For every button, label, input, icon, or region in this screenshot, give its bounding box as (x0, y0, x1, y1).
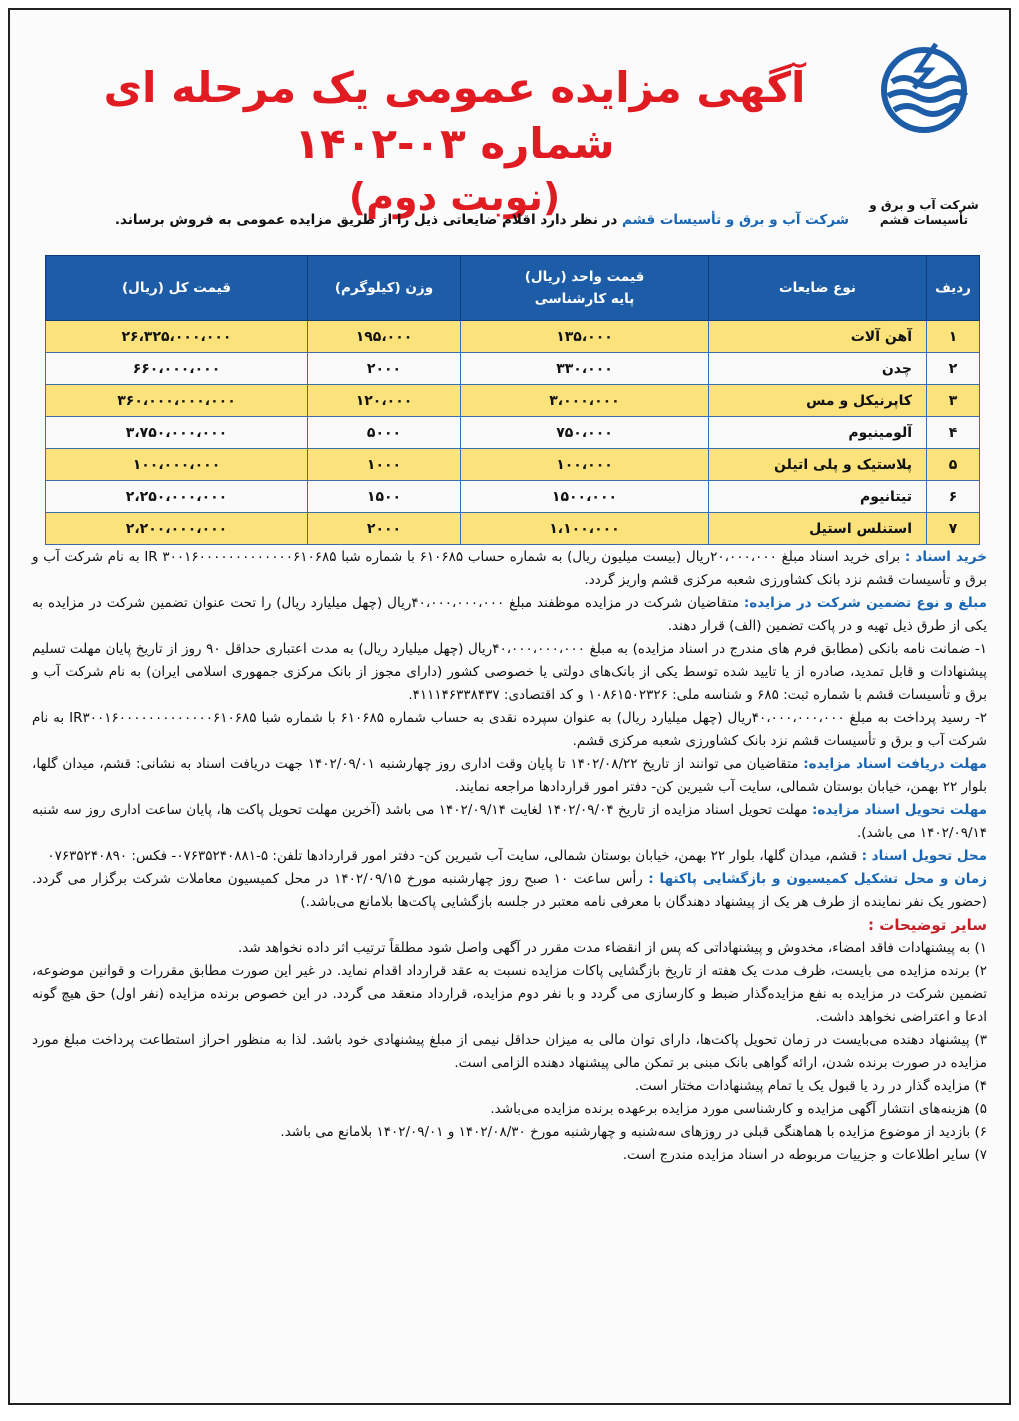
row-weight: ۲۰۰۰ (308, 353, 461, 385)
notes-title: سایر توضیحات : (868, 916, 987, 934)
table-row (46, 481, 980, 513)
purchase-text: برای خرید اسناد مبلغ ۲۰،۰۰۰،۰۰۰ریال (بیست میلیون ریال) به شماره حساب ۶۱۰۶۸۵ با شماره شبا IR ۳۰۰۱۶۰۰۰۰۰۰۰۰۰۰۰۰۰۶۱۰۶۸۵ به نام شرکت آب و برق و تأسیسات قشم نزد بانک کشاورزی شعبه مرکزی قشم واریز گردد. (32, 549, 987, 588)
note-item: ۶) بازدید از موضوع مزایده با هماهنگی قبلی در روزهای سه‌شنبه و چهارشنبه مورخ ۱۴۰۲/۰۸/۳۰ و ۱۴۰۲/۰۹/۰۱ بلامانع می باشد. (280, 1124, 987, 1140)
row-total: ۶۶۰،۰۰۰،۰۰۰ (46, 353, 308, 385)
row-weight: ۱۲۰،۰۰۰ (308, 385, 461, 417)
note-item: ۳) پیشنهاد دهنده می‌بایست در زمان تحویل پاکت‌ها، دارای توان مالی به میزان حداقل نیمی از مبلغ پیشنهادی خود باشد. لذا به منظور احراز استطاعت پرداخت مبلغ مورد مزایده در صورت برنده شدن، ارائه گواهی بانک مبنی بر تمکن مالی پیشنهاد دهنده الزامی است. (32, 1032, 987, 1071)
row-weight: ۱۰۰۰ (308, 449, 461, 481)
row-unit-price: ۷۵۰،۰۰۰ (461, 417, 709, 449)
intro-company: شرکت آب و برق و تأسیسات قشم (622, 212, 849, 228)
items-table (45, 255, 980, 545)
row-total: ۳۶۰،۰۰۰،۰۰۰،۰۰۰ (46, 385, 308, 417)
row-total: ۲۶،۳۲۵،۰۰۰،۰۰۰ (46, 321, 308, 353)
row-total: ۲،۲۵۰،۰۰۰،۰۰۰ (46, 481, 308, 513)
table-row (46, 449, 980, 481)
place-label: محل تحویل اسناد : (861, 848, 987, 864)
row-number: ۶ (927, 481, 980, 513)
receive-label: مهلت دریافت اسناد مزایده: (803, 756, 988, 772)
guarantee-text: متقاضیان شرکت در مزایده موظفند مبلغ ۴۰،۰۰۰،۰۰۰،۰۰۰ریال (چهل میلیارد ریال) را تحت عنوان تضمین شرکت در مزایده به یکی از طرق ذیل تهیه و در پاکت تضمین (الف) قرار دهند. (32, 595, 987, 634)
notice-body (32, 546, 987, 1167)
receive-text: متقاضیان می توانند از تاریخ ۱۴۰۲/۰۸/۲۲ تا پایان وقت اداری روز چهارشنبه ۱۴۰۲/۰۹/۰۱ جهت دریافت اسناد به نشانی: قشم، میدان گلها، بلوار ۲۲ بهمن، خیابان بوستان شمالی، سایت آب شیرین کن- دفتر امور قراردادها مراجعه نمایند. (32, 756, 987, 795)
title-line2: (نوبت دوم) (348, 175, 561, 219)
logo-text-line2: تأسیسات قشم (879, 213, 969, 227)
row-number: ۱ (927, 321, 980, 353)
table-header-row (46, 256, 980, 321)
commission-section (32, 868, 987, 914)
header-type: نوع ضایعات (709, 256, 927, 321)
row-type: تیتانیوم (709, 481, 927, 513)
header-total: قیمت کل (ریال) (46, 256, 308, 321)
guarantee-label: مبلغ و نوع تضمین شرکت در مزایده: (743, 595, 987, 611)
place-text: قشم، میدان گلها، بلوار ۲۲ بهمن، خیابان بوستان شمالی، سایت آب شیرین کن- دفتر امور قراردادها تلفن: ۵-۰۷۶۳۵۲۴۰۸۸۱- فکس: ۰۷۶۳۵۲۴۰۸۹۰ (47, 848, 862, 864)
deliver-text: مهلت تحویل اسناد مزایده از تاریخ ۱۴۰۲/۰۹/۰۴ لغایت ۱۴۰۲/۰۹/۱۴ می باشد (آخرین مهلت تحویل پاکت ها، پایان ساعت اداری روز سه شنبه ۱۴۰۲/۰۹/۱۴ می باشد). (32, 802, 987, 841)
row-weight: ۱۹۵،۰۰۰ (308, 321, 461, 353)
row-type: کاپرنیکل و مس (709, 385, 927, 417)
intro-text (30, 210, 849, 230)
table-row (46, 385, 980, 417)
row-number: ۵ (927, 449, 980, 481)
receive-section (32, 753, 987, 799)
row-total: ۳،۷۵۰،۰۰۰،۰۰۰ (46, 417, 308, 449)
commission-text: رأس ساعت ۱۰ صبح روز چهارشنبه مورخ ۱۴۰۲/۰۹/۱۵ در محل کمیسیون معاملات شرکت برگزار می گردد. (حضور یک نفر نماینده از طرف هر یک از پیشنهاد دهندگان با معرفی نامه معتبر در جلسه بازگشایی پاکت‌ها بلامانع می‌باشد.) (32, 871, 987, 910)
note-item: ۷) سایر اطلاعات و جزییات مربوطه در اسناد مزایده مندرج است. (622, 1147, 987, 1163)
company-logo (869, 40, 979, 228)
row-number: ۳ (927, 385, 980, 417)
row-number: ۲ (927, 353, 980, 385)
row-type: پلاستیک و پلی اتیلن (709, 449, 927, 481)
row-weight: ۲۰۰۰ (308, 513, 461, 545)
guarantee-option-2: ۲- رسید پرداخت به مبلغ ۴۰،۰۰۰،۰۰۰،۰۰۰ریال (چهل میلیارد ریال) به عنوان سپرده نقدی به حساب شماره ۶۱۰۶۸۵ با شماره شبا IR۳۰۰۱۶۰۰۰۰۰۰۰۰۰۰۰۰۰۶۱۰۶۸۵ به نام شرکت آب و برق و تأسیسات قشم نزد بانک کشاورزی شعبه مرکزی قشم. (32, 710, 988, 749)
row-number: ۴ (927, 417, 980, 449)
note-item: ۱) به پیشنهادات فاقد امضاء، مخدوش و پیشنهاداتی که پس از انقضاء مدت مقرر در آگهی واصل شود مطلقاً ترتیب اثر داده نخواهد شد. (237, 940, 987, 956)
row-unit-price: ۱۳۵،۰۰۰ (461, 321, 709, 353)
row-weight: ۱۵۰۰ (308, 481, 461, 513)
row-unit-price: ۱،۱۰۰،۰۰۰ (461, 513, 709, 545)
water-wave-icon (874, 40, 974, 140)
intro-rest: در نظر دارد اقلام ضایعاتی ذیل را از طریق مزایده عمومی به فروش برساند. (114, 212, 622, 228)
place-section (32, 845, 987, 868)
row-type: آلومینیوم (709, 417, 927, 449)
title-line1: آگهی مزایده عمومی یک مرحله ای شماره ۰۳-۱۴۰۲ (103, 63, 806, 168)
row-unit-price: ۳،۰۰۰،۰۰۰ (461, 385, 709, 417)
commission-label: زمان و محل تشکیل کمیسیون و بازگشایی پاکتها : (648, 871, 987, 887)
guarantee-section (32, 592, 987, 638)
logo-text-line1: شرکت آب و برق و (869, 198, 979, 212)
notice-title (50, 60, 859, 222)
note-item: ۲) برنده مزایده می بایست، ظرف مدت یک هفته از تاریخ بازگشایی پاکات مزایده نسبت به عقد قرارداد اقدام نماید. در غیر این صورت مطابق مقررات و قوانین موضوعه، تضمین شرکت در مزایده به نفع مزایده‌گذار ضبط و کارسازی می گردد و با نفر دوم مزایده، قرارداد منعقد می گردد. در این خصوص برنده مزایده (نفر اول) حق هیچ گونه ادعا و اعتراضی نخواهد داشت. (32, 963, 987, 1025)
note-item: ۴) مزایده گذار در رد یا قبول یک یا تمام پیشنهادات مختار است. (634, 1078, 987, 1094)
header-row-number: ردیف (927, 256, 980, 321)
header-unit-price (461, 256, 709, 321)
header-weight: وزن (کیلوگرم) (308, 256, 461, 321)
table-row (46, 513, 980, 545)
table-row (46, 417, 980, 449)
row-unit-price: ۱۵۰۰،۰۰۰ (461, 481, 709, 513)
row-unit-price: ۳۳۰،۰۰۰ (461, 353, 709, 385)
row-type: استنلس استیل (709, 513, 927, 545)
row-weight: ۵۰۰۰ (308, 417, 461, 449)
row-unit-price: ۱۰۰،۰۰۰ (461, 449, 709, 481)
auction-notice (8, 8, 1011, 1405)
table-row (46, 353, 980, 385)
row-type: آهن آلات (709, 321, 927, 353)
row-type: چدن (709, 353, 927, 385)
header-unit-price-line1: قیمت واحد (ریال) (524, 269, 645, 285)
row-number: ۷ (927, 513, 980, 545)
guarantee-option-1: ۱- ضمانت نامه بانکی (مطابق فرم های مندرج در اسناد مزایده) به مبلغ ۴۰،۰۰۰،۰۰۰،۰۰۰ریال (چهل میلیارد ریال) به مدت اعتباری حداقل ۹۰ روز از تاریخ پایان مهلت تسلیم پیشنهادات و قابل تمدید، صادره از یا تایید شده توسط یکی از بانک‌های دولتی یا خصوصی کشور (دارای مجوز از بانک مرکزی جمهوری اسلامی ایران) به نام شرکت آب و برق و تأسیسات قشم با شماره ثبت: ۶۸۵ و شناسه ملی: ۱۰۸۶۱۵۰۲۳۲۶ و کد اقتصادی: ۴۱۱۱۴۶۳۳۸۴۳۷. (32, 641, 987, 703)
row-total: ۱۰۰،۰۰۰،۰۰۰ (46, 449, 308, 481)
table-row (46, 321, 980, 353)
note-item: ۵) هزینه‌های انتشار آگهی مزایده و کارشناسی مورد مزایده برعهده برنده مزایده می‌باشد. (490, 1101, 987, 1117)
deliver-label: مهلت تحویل اسناد مزایده: (811, 802, 987, 818)
row-total: ۲،۲۰۰،۰۰۰،۰۰۰ (46, 513, 308, 545)
header-unit-price-line2: پایه کارشناسی (534, 291, 635, 307)
deliver-section (32, 799, 987, 845)
purchase-section (32, 546, 987, 592)
purchase-label: خرید اسناد : (904, 549, 987, 565)
